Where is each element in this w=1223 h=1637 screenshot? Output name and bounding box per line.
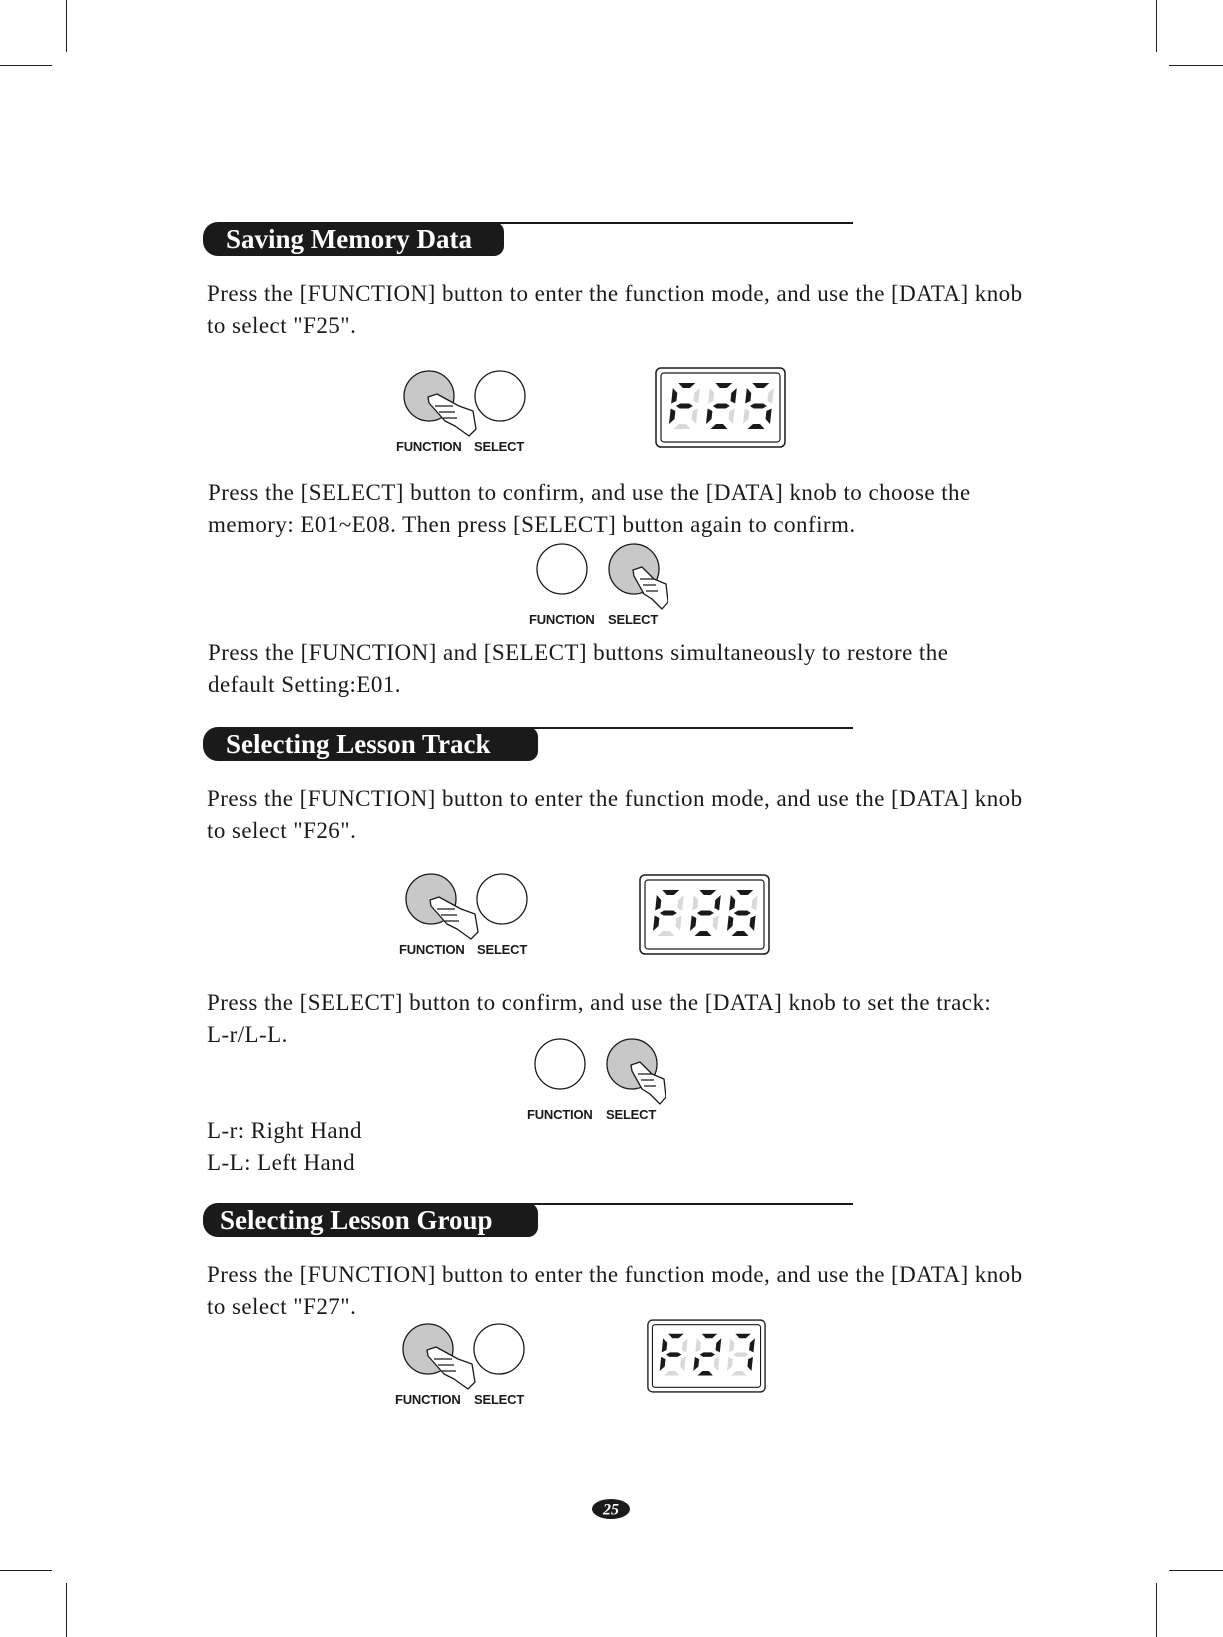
section-header-saving-memory <box>203 222 853 256</box>
crop-mark <box>66 1583 67 1637</box>
crop-mark <box>0 1570 52 1571</box>
section-header-lesson-track <box>203 727 853 761</box>
paragraph: Press the [SELECT] button to confirm, and use the [DATA] knob to choose the memory: E01~E08. Then press [SELECT] button again to confirm. <box>208 480 971 537</box>
select-label: SELECT <box>474 439 525 454</box>
section-header-lesson-group <box>203 1203 853 1237</box>
page-number: 25 <box>603 1501 619 1519</box>
crop-mark <box>66 0 67 52</box>
page-number-badge <box>592 1499 630 1519</box>
function-select-buttons <box>394 1319 534 1419</box>
function-select-buttons <box>528 539 668 639</box>
crop-mark <box>1156 1583 1157 1637</box>
function-select-buttons <box>397 869 537 969</box>
function-label: FUNCTION <box>529 612 595 627</box>
header-rule <box>503 1203 853 1205</box>
function-label: FUNCTION <box>527 1107 593 1122</box>
select-label: SELECT <box>608 612 659 627</box>
header-rule <box>503 727 853 729</box>
lcd-display <box>647 1319 766 1393</box>
paragraph: L-r: Right Hand L-L: Left Hand <box>207 1118 362 1175</box>
paragraph: Press the [FUNCTION] and [SELECT] buttons simultaneously to restore the default Setting:E01. <box>208 640 949 697</box>
function-button <box>537 544 587 594</box>
select-label: SELECT <box>474 1392 525 1407</box>
select-button <box>477 874 527 924</box>
paragraph: Press the [FUNCTION] button to enter the function mode, and use the [DATA] knob to select "F27". <box>207 1262 1023 1319</box>
paragraph: Press the [FUNCTION] button to enter the function mode, and use the [DATA] knob to select "F25". <box>207 281 1023 338</box>
paragraph: Press the [SELECT] button to confirm, and use the [DATA] knob to set the track: L-r/L-L. <box>207 990 992 1047</box>
function-label: FUNCTION <box>395 1392 461 1407</box>
crop-mark <box>0 65 52 66</box>
crop-mark <box>1169 65 1223 66</box>
select-label: SELECT <box>477 942 528 957</box>
lcd-display <box>655 367 786 448</box>
crop-mark <box>1169 1570 1223 1571</box>
select-label: SELECT <box>606 1107 657 1122</box>
section-title: Saving Memory Data <box>203 222 504 256</box>
paragraph: Press the [FUNCTION] button to enter the function mode, and use the [DATA] knob to select "F26". <box>207 786 1023 843</box>
function-button <box>535 1039 585 1089</box>
crop-mark <box>1156 0 1157 52</box>
lcd-display <box>639 874 770 955</box>
header-rule <box>463 222 853 224</box>
section-title: Selecting Lesson Track <box>203 727 538 761</box>
function-select-buttons <box>395 366 535 466</box>
function-label: FUNCTION <box>399 942 465 957</box>
function-select-buttons <box>526 1034 666 1134</box>
select-button <box>474 1324 524 1374</box>
section-title: Selecting Lesson Group <box>203 1203 538 1237</box>
select-button <box>475 371 525 421</box>
function-label: FUNCTION <box>396 439 462 454</box>
